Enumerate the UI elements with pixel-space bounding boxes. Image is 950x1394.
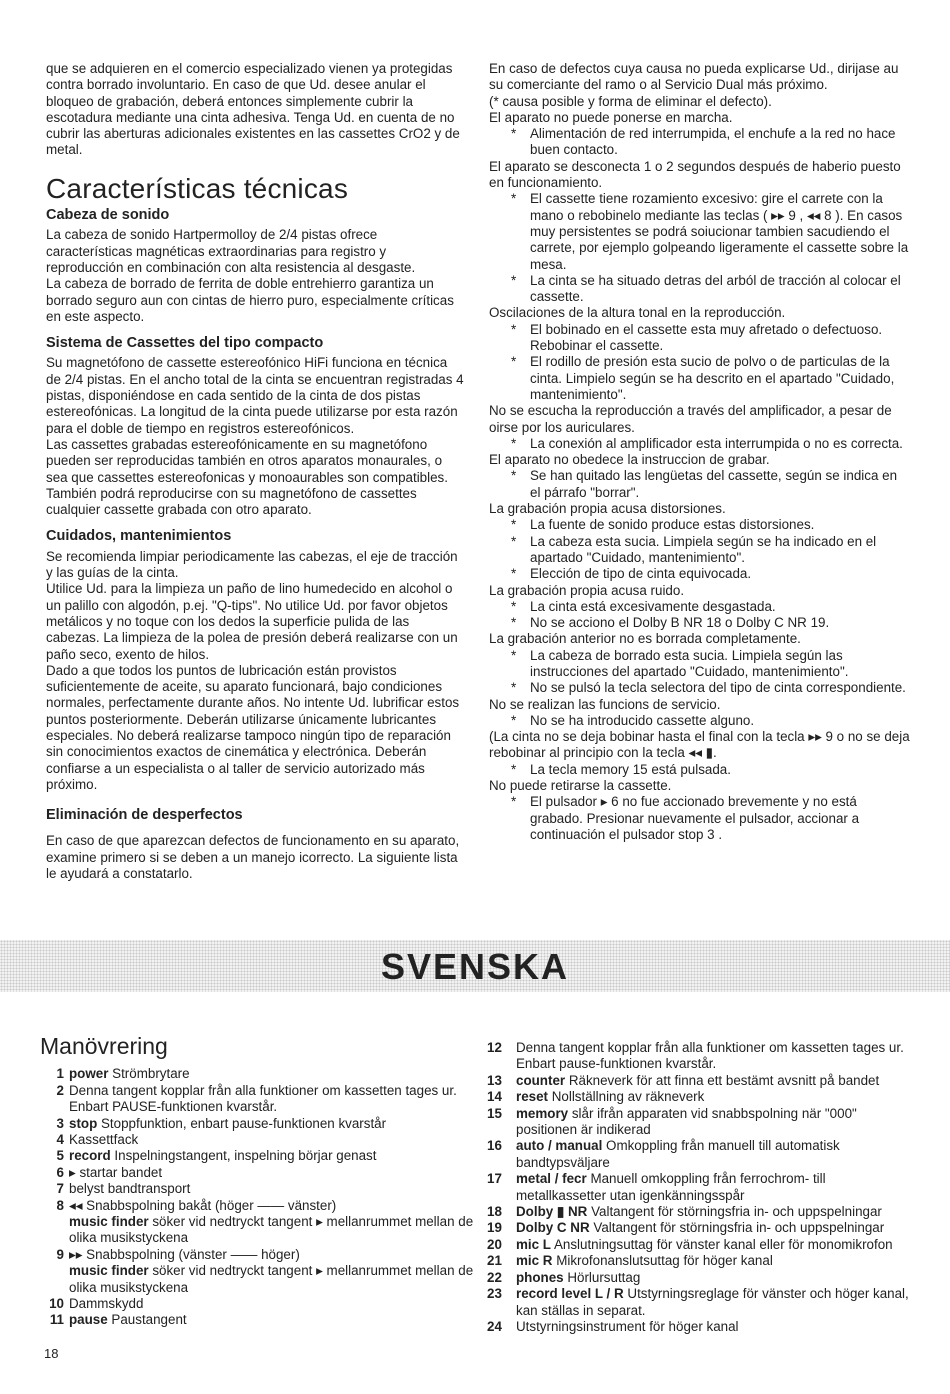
control-item xyxy=(487,1073,912,1089)
fault-cause xyxy=(489,534,911,567)
control-number: 4 xyxy=(56,1131,64,1147)
control-key: record xyxy=(69,1148,111,1164)
asterisk-icon: * xyxy=(511,794,517,810)
fault-cause xyxy=(489,762,911,778)
control-number: 13 xyxy=(487,1072,502,1088)
control-description xyxy=(69,1263,480,1296)
fault-cause-text: Alimentación de red interrumpida, el enchufe a la red no hace buen contacto. xyxy=(530,126,896,158)
control-description xyxy=(69,1066,480,1082)
control-description xyxy=(516,1270,912,1286)
fault-cause-text: La tecla memory 15 está pulsada. xyxy=(530,761,731,777)
control-item xyxy=(40,1148,480,1164)
control-number: 5 xyxy=(56,1148,64,1164)
control-key: record level L / R xyxy=(516,1286,624,1302)
control-text: ◂◂ Snabbspolning bakåt (höger —— vänster) xyxy=(69,1197,337,1213)
fault-problem: No puede retirarse la cassette. xyxy=(489,778,672,794)
asterisk-icon: * xyxy=(511,126,517,142)
control-text: ▸ startar bandet xyxy=(69,1164,163,1180)
control-text: Räkneverk för att finna ett bestämt avsnitt på bandet xyxy=(565,1072,880,1088)
control-number: 6 xyxy=(56,1164,64,1180)
fault-cause-text: No se acciono el Dolby B NR 18 o Dolby C NR 19. xyxy=(530,615,830,631)
control-text: söker vid nedtryckt tangent ▸ mellanrummet mellan de olika musikstyckena xyxy=(69,1213,474,1246)
fault-cause xyxy=(489,517,911,533)
asterisk-icon: * xyxy=(511,354,517,370)
control-text: Inspelningstangent, inspelning börjar genast xyxy=(110,1148,377,1164)
paragraph: En caso de defectos cuya causa no pueda explicarse Ud., dirijase au su comerciante del ramo o al Servicio Dual más próximo. xyxy=(489,61,899,93)
control-description xyxy=(69,1247,480,1263)
control-key: mic L xyxy=(516,1236,551,1252)
control-key: metal / fecr xyxy=(516,1171,587,1187)
control-item xyxy=(40,1263,480,1296)
fault-cause-text: El cassette tiene rozamiento excesivo: gire el carrete con la mano o rebobinelo mediante las teclas ( ▸▸ 9 , ◂◂ 8 ). En casos muy persistentes se podrá soiucionar tambien sacudiendo el carrete, por ejemplo golpeando ligeramente el cassette sobre la mesa. xyxy=(530,191,909,272)
paragraph: Se recomienda limpiar periodicamente las cabezas, el eje de tracción y las guías de la cinta. xyxy=(46,548,458,581)
control-text: söker vid nedtryckt tangent ▸ mellanrummet mellan de olika musikstyckena xyxy=(69,1263,474,1295)
control-item xyxy=(487,1040,912,1073)
fault-cause xyxy=(489,468,911,501)
control-description xyxy=(516,1237,912,1253)
swedish-title: Manövrering xyxy=(40,1033,168,1059)
control-key: music finder xyxy=(69,1263,149,1279)
fault-cause xyxy=(489,794,911,843)
control-list-left xyxy=(40,1066,480,1329)
control-item xyxy=(40,1214,480,1247)
control-text: Hörlursuttag xyxy=(563,1269,641,1285)
control-text: Utstyrningsreglage för vänster och höger kanal, kan ställas in separat. xyxy=(516,1286,909,1318)
control-item xyxy=(40,1165,480,1181)
control-item xyxy=(40,1116,480,1132)
control-number: 15 xyxy=(487,1105,502,1121)
control-number: 14 xyxy=(487,1089,502,1105)
fault-cause xyxy=(489,322,911,355)
control-description xyxy=(69,1214,480,1247)
fault-cause xyxy=(489,713,911,729)
fault-problem: No se realizan las funcions de servicio. xyxy=(489,696,721,712)
control-text: Denna tangent kopplar från alla funktioner om kassetten tages ur. Enbart PAUSE-funktionen kvarstår. xyxy=(69,1082,457,1115)
fault-problem: El aparato no obedece la instruccion de grabar. xyxy=(489,452,770,468)
swedish-left-column xyxy=(40,1033,480,1329)
fault-cause xyxy=(489,599,911,615)
control-text: Valtangent för störningsfria in- och uppspelningar xyxy=(587,1204,882,1220)
control-number: 20 xyxy=(487,1236,502,1252)
spanish-left-column xyxy=(46,61,464,882)
control-item xyxy=(487,1138,912,1171)
control-number: 21 xyxy=(487,1253,502,1269)
control-item xyxy=(487,1253,912,1269)
page-title: Características técnicas xyxy=(46,172,349,204)
control-list-right xyxy=(487,1040,912,1335)
fault-problem: La grabación propia acusa ruido. xyxy=(489,582,685,598)
control-number: 17 xyxy=(487,1171,502,1187)
control-description xyxy=(69,1132,480,1148)
fault-cause xyxy=(489,680,911,696)
control-text: slår ifrån apparaten vid snabbspolning när "000" positionen är indikerad xyxy=(516,1105,857,1138)
control-text: Nollställning av räkneverk xyxy=(548,1089,705,1105)
control-item xyxy=(40,1181,480,1197)
fault-cause xyxy=(489,191,911,272)
control-description xyxy=(516,1204,912,1220)
control-item xyxy=(40,1312,480,1328)
control-number: 8 xyxy=(56,1197,64,1213)
control-number: 7 xyxy=(56,1181,64,1197)
control-number: 22 xyxy=(487,1269,502,1285)
fault-cause-text: No se pulsó la tecla selectora del tipo de cinta correspondiente. xyxy=(530,680,906,696)
asterisk-icon: * xyxy=(511,615,517,631)
asterisk-icon: * xyxy=(511,712,517,728)
control-key: music finder xyxy=(69,1213,149,1229)
control-key: memory xyxy=(516,1105,569,1121)
control-description xyxy=(516,1253,912,1269)
control-description xyxy=(516,1073,912,1089)
control-item xyxy=(487,1286,912,1319)
spanish-right-column xyxy=(489,61,911,843)
control-text: Omkoppling från manuell till automatisk bandtypsväljare xyxy=(516,1138,840,1170)
control-number: 12 xyxy=(487,1040,502,1055)
control-key: counter xyxy=(516,1072,566,1088)
section-heading: Cabeza de sonido xyxy=(46,207,170,224)
control-item xyxy=(40,1296,480,1312)
banner-title: SVENSKA xyxy=(380,946,570,987)
control-item xyxy=(40,1198,480,1214)
control-description xyxy=(516,1319,912,1335)
paragraph: La cabeza de borrado de ferrita de doble entrehierro garantiza un borrado seguro aun con cintas de hierro puro, especialmente críticas en este aspecto. xyxy=(46,276,454,324)
control-number: 2 xyxy=(56,1082,64,1098)
fault-cause xyxy=(489,648,911,681)
control-key: Dolby ▮ NR xyxy=(516,1204,588,1220)
asterisk-icon: * xyxy=(511,533,517,549)
control-description xyxy=(516,1220,912,1236)
section-heading: Eliminación de desperfectos xyxy=(46,807,243,824)
control-description xyxy=(69,1165,480,1181)
control-item xyxy=(487,1237,912,1253)
control-description xyxy=(516,1106,912,1139)
control-item xyxy=(487,1171,912,1204)
control-number: 18 xyxy=(487,1204,502,1220)
control-item xyxy=(40,1247,480,1263)
control-number: 19 xyxy=(487,1220,502,1236)
asterisk-icon: * xyxy=(511,468,517,484)
fault-cause xyxy=(489,126,911,159)
control-number: 3 xyxy=(56,1115,64,1131)
fault-cause-text: La fuente de sonido produce estas distorsiones. xyxy=(530,517,815,533)
fault-cause-text: Elección de tipo de cinta equivocada. xyxy=(530,566,752,582)
paragraph: Utilice Ud. para la limpieza un paño de lino humedecido en alcohol o un palillo con algodón, p.ej. "Q-tips". No utilice Ud. por favor objetos metálicos y no toque con los dedos la superficie pulida de las cabezas. La limpieza de la polea de presión deberá realizarse con un paño seco, exento de hilos. xyxy=(46,581,458,662)
control-item xyxy=(40,1132,480,1148)
control-item xyxy=(487,1319,912,1335)
control-item xyxy=(40,1066,480,1082)
fault-cause-text: El pulsador ▸ 6 no fue accionado brevemente y no está grabado. Presionar nuevamente el pulsador, accionar a continuación el pulsador stop 3 . xyxy=(530,794,860,842)
fault-problem: La grabación anterior no es borrada completamente. xyxy=(489,631,801,647)
control-number: 24 xyxy=(487,1318,502,1334)
control-description xyxy=(69,1198,480,1214)
fault-problem: El aparato no puede ponerse en marcha. xyxy=(489,109,733,125)
section-heading: Sistema de Cassettes del tipo compacto xyxy=(46,335,324,352)
control-description xyxy=(516,1138,912,1171)
control-description xyxy=(69,1116,480,1132)
fault-list xyxy=(489,110,911,843)
intro-paragraph: que se adquieren en el comercio especializado vienen ya protegidas contra borrado involuntario. En caso de que Ud. desee anular el bloqueo de grabación, deberá entonces simplemente cubrir la escotadura mediante una cinta adhesiva. Tenga Ud. en cuenta de no cubrir las aberturas adicionales existentes en las cassettes CrO2 y de metal. xyxy=(46,61,460,158)
control-number: 23 xyxy=(487,1286,502,1302)
control-text: ▸▸ Snabbspolning (vänster —— höger) xyxy=(69,1246,300,1262)
paragraph: La cabeza de sonido Hartpermolloy de 2/4 pistas ofrece características magnéticas extraordinarias para registro y reproducción en combinación con alta resistencia al desgaste. xyxy=(46,227,416,275)
fault-cause xyxy=(489,273,911,306)
control-number: 11 xyxy=(49,1312,64,1328)
fault-problem: La grabación propia acusa distorsiones. xyxy=(489,501,726,517)
control-number: 9 xyxy=(56,1246,64,1262)
control-description xyxy=(69,1312,480,1328)
control-description xyxy=(516,1171,912,1204)
control-number xyxy=(40,1214,64,1247)
paragraph: Las cassettes grabadas estereofónicamente en su magnetófono pueden ser reproducidas también en otros aparatos monaurales, o sea que cassettes estereofonicas y monoaurables son compatibles. También podrá reproducirse con su magnetófono de cassettes cualquier cassette grabada con otro aparato. xyxy=(46,436,448,518)
control-number xyxy=(40,1263,64,1296)
control-item xyxy=(487,1204,912,1220)
asterisk-icon: * xyxy=(511,435,517,451)
fault-problem: (La cinta no se deja bobinar hasta el final con la tecla ▸▸ 9 o no se deja rebobinar al principio con la tecla ◂◂ ▮. xyxy=(489,729,910,761)
control-key: auto / manual xyxy=(516,1138,603,1154)
control-number: 16 xyxy=(487,1138,502,1154)
section-heading: Cuidados, mantenimientos xyxy=(46,528,232,545)
asterisk-icon: * xyxy=(511,680,517,696)
control-number: 10 xyxy=(49,1295,64,1311)
asterisk-icon: * xyxy=(511,647,517,663)
control-text: Mikrofonanslutsuttag för höger kanal xyxy=(552,1253,773,1269)
control-number: 1 xyxy=(56,1066,64,1082)
control-item xyxy=(487,1089,912,1105)
control-item xyxy=(40,1083,480,1116)
control-key: Dolby C NR xyxy=(516,1220,590,1236)
fault-cause-text: La conexión al amplificador esta interrumpida o no es correcta. xyxy=(530,435,903,451)
control-text: Valtangent för störningsfria in- och uppspelningar xyxy=(589,1220,885,1236)
control-text: Kassettfack xyxy=(69,1131,139,1147)
paragraph: Su magnetófono de cassette estereofónico HiFi funciona en técnica de 2/4 pistas. En el ancho total de la cinta se encuentran registradas 4 pistas, disponiéndose en cada sentido de la cinta de dos pistas estereofónicas. La longitud de la cinta puede utilizarse por esta razón para el doble de tiempo en registros estereofónicos. xyxy=(46,355,464,436)
fault-cause xyxy=(489,354,911,403)
paragraph: (* causa posible y forma de eliminar el defecto). xyxy=(489,93,772,109)
fault-cause-text: El bobinado en el cassette esta muy afretado o defectuoso. Rebobinar el cassette. xyxy=(530,321,883,354)
asterisk-icon: * xyxy=(511,272,517,288)
control-key: reset xyxy=(516,1089,549,1105)
fault-cause-text: La cabeza esta sucia. Limpiela según se ha indicado en el apartado "Cuidado, mantenimiento". xyxy=(530,533,877,565)
control-key: phones xyxy=(516,1269,564,1285)
fault-cause-text: No se ha introducido cassette alguno. xyxy=(530,712,755,728)
control-text: Anslutningsuttag för vänster kanal eller för monomikrofon xyxy=(550,1236,893,1252)
fault-cause-text: La cinta está excesivamente desgastada. xyxy=(530,598,776,614)
fault-cause-text: La cinta se ha situado detras del arból de tracción al colocar el cassette. xyxy=(530,272,901,305)
control-item xyxy=(487,1270,912,1286)
control-text: Strömbrytare xyxy=(108,1066,190,1082)
control-description xyxy=(516,1040,912,1073)
asterisk-icon: * xyxy=(511,517,517,533)
fault-problem: No se escucha la reproducción a través del amplificador, a pesar de oirse por los auriculares. xyxy=(489,403,892,435)
paragraph: En caso de que aparezcan defectos de funcionamento en su aparato, examine primero si se deben a un manejo icorrecto. La siguiente lista le ayudará a constatarlo. xyxy=(46,833,460,882)
control-text: Stoppfunktion, enbart pause-funktionen kvarstår xyxy=(97,1115,387,1131)
control-description xyxy=(516,1089,912,1105)
fault-cause-text: Se han quitado las lengüetas del cassette, según se indica en el párrafo "borrar". xyxy=(530,468,898,500)
control-text: Dammskydd xyxy=(69,1295,144,1311)
control-description xyxy=(69,1148,480,1164)
fault-cause xyxy=(489,615,911,631)
asterisk-icon: * xyxy=(511,566,517,582)
control-key: stop xyxy=(69,1115,98,1131)
control-description xyxy=(69,1083,480,1116)
control-item xyxy=(487,1106,912,1139)
control-description xyxy=(516,1286,912,1319)
page-number: 18 xyxy=(44,1346,59,1361)
fault-cause xyxy=(489,566,911,582)
asterisk-icon: * xyxy=(511,761,517,777)
control-text: belyst bandtransport xyxy=(69,1181,191,1197)
asterisk-icon: * xyxy=(511,321,517,337)
control-key: mic R xyxy=(516,1253,553,1269)
control-text: Paustangent xyxy=(107,1312,187,1328)
swedish-right-column xyxy=(487,1040,912,1335)
fault-problem: Oscilaciones de la altura tonal en la reproducción. xyxy=(489,305,786,321)
fault-cause xyxy=(489,436,911,452)
control-key: power xyxy=(69,1066,109,1082)
control-text: Denna tangent kopplar från alla funktioner om kassetten tages ur. Enbart pause-funktionen kvarstår. xyxy=(516,1040,904,1072)
control-text: Utstyrningsinstrument för höger kanal xyxy=(516,1318,739,1334)
paragraph: Dado a que todos los puntos de lubricación están provistos suficientemente de aceite, su aparato funcionará, bajo condiciones normales, perfectamente durante años. No intente Ud. lubrificar estos puntos posteriormente. Deberán utilizarse únicamente lubricantes especiales. No deberá realizarse tampoco ningún tipo de reparación sin conocimientos exactos de cinemática y electrónica. Deberán confiarse a un especialista o al taller de servicio autorizado más próximo. xyxy=(46,662,460,792)
control-text: Manuell omkoppling från ferrochrom- till metallkassetter utan igenkänningsspår xyxy=(516,1171,826,1203)
fault-cause-text: La cabeza de borrado esta sucia. Limpiela según las instrucciones del apartado "Cuidado, mantenimiento". xyxy=(530,647,849,679)
control-key: pause xyxy=(69,1312,108,1328)
fault-problem: El aparato se desconecta 1 o 2 segundos después de haberio puesto en funcionamiento. xyxy=(489,158,901,191)
control-description xyxy=(69,1296,480,1312)
asterisk-icon: * xyxy=(511,191,517,207)
control-item xyxy=(487,1220,912,1236)
control-description xyxy=(69,1181,480,1197)
fault-cause-text: El rodillo de presión esta sucio de polvo o de particulas de la cinta. Limpielo según se ha descrito en el apartado "Cuidado, mantenimiento". xyxy=(530,354,895,402)
asterisk-icon: * xyxy=(511,598,517,614)
